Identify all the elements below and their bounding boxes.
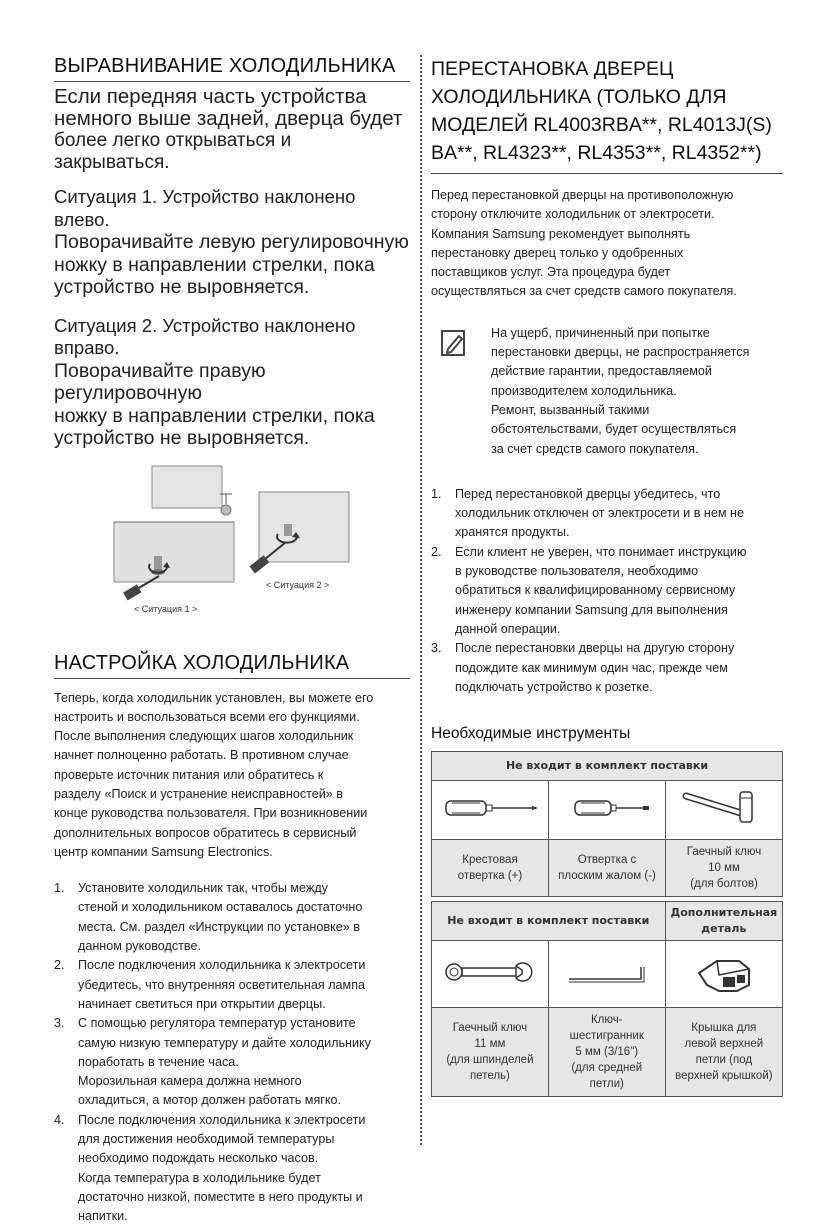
note-line: На ущерб, причиненный при попытке (491, 325, 710, 340)
cell-line: Отвертка с (577, 854, 637, 867)
step-text: После перестановки дверцы на другую сторону (455, 641, 735, 656)
cell-line: отвертка (+) (457, 870, 523, 883)
left-column (54, 55, 410, 1227)
setup-title: НАСТРОЙКА ХОЛОДИЛЬНИКА (54, 652, 410, 679)
cell-line: Дополнительная (670, 906, 778, 920)
step-text: напитки. (78, 1209, 128, 1224)
intro-line: осуществляться за счет средств самого покупателя. (431, 284, 737, 299)
step-number: 3. (431, 641, 442, 656)
cell-line: шестигранник (569, 1030, 644, 1043)
table-cell (549, 781, 666, 840)
step-text: поработать в течение часа. (78, 1054, 239, 1069)
title-line: ХОЛОДИЛЬНИКА (ТОЛЬКО ДЛЯ (431, 86, 727, 108)
step-text: стеной и холодильником оставалось достаточно (78, 900, 363, 915)
step-text: места. См. раздел «Инструкции по установке» в (78, 919, 360, 934)
list-item (54, 1014, 410, 1110)
cell-line: 11 мм (474, 1038, 506, 1051)
step-text: данной операции. (455, 621, 561, 636)
note-line: за счет средств самого покупателя. (491, 441, 699, 456)
step-number: 1. (431, 486, 442, 501)
table-cell (548, 941, 665, 1008)
table-cell (432, 840, 549, 897)
table-header: Не входит в комплект поставки (432, 752, 783, 781)
step-text: самую низкую температуру и дайте холодильнику (78, 1035, 371, 1050)
step-text: подключать устройство к розетке. (455, 679, 653, 694)
table-cell (432, 781, 549, 840)
cell-line: (для болтов) (690, 878, 758, 891)
intro-line: проверьте источник питания или обратитесь к (54, 767, 324, 782)
column-divider (420, 55, 422, 1145)
intro-line: Теперь, когда холодильник установлен, вы можете его (54, 690, 374, 705)
intro-line: начнет полноценно работать. В противном случае (54, 748, 349, 763)
situation-2 (54, 315, 410, 450)
hex-key-icon (557, 957, 657, 987)
door-reversal-intro (431, 186, 783, 302)
situation-line: Ситуация 2. Устройство наклонено вправо. (54, 314, 356, 358)
step-text: холодильник отключен от электросети и в нем не (455, 506, 744, 521)
cell-line: петель) (469, 1070, 510, 1083)
situation-line: устройство не выровняется. (54, 427, 310, 449)
table-cell (666, 781, 783, 840)
step-text: подождите как минимум один час, прежде чем (455, 660, 728, 675)
lead-line: немного выше задней, дверца будет (54, 107, 403, 130)
intro-line: конце руководства пользователя. При возникновении (54, 806, 368, 821)
socket-wrench-icon (674, 784, 774, 832)
step-text: Установите холодильник так, чтобы между (78, 881, 328, 896)
title-line: ПЕРЕСТАНОВКА ДВЕРЕЦ (431, 58, 674, 80)
step-number: 2. (431, 544, 442, 559)
intro-line: Перед перестановкой дверцы на противоположную (431, 188, 734, 202)
cell-line: деталь (701, 922, 747, 936)
list-item (431, 543, 783, 639)
cell-line: Гаечный ключ (686, 846, 762, 859)
situation-line: Ситуация 1. Устройство наклонено влево. (54, 186, 356, 230)
note-line: производителем холодильника. (491, 383, 677, 398)
cell-line: Крестовая (462, 854, 518, 867)
step-text: Морозильная камера должна немного (78, 1074, 302, 1089)
flat-screwdriver-icon (557, 793, 657, 823)
lead-line: Если передняя часть устройства (54, 85, 367, 108)
situation-line: Поворачивайте левую регулировочную (54, 231, 409, 253)
leveling-illustration (54, 464, 410, 624)
warranty-note (431, 324, 783, 459)
tools-title: Необходимые инструменты (431, 725, 631, 743)
hinge-cover-icon (689, 947, 759, 997)
leveling-lead (54, 86, 410, 174)
tools-table-1 (431, 751, 783, 897)
intro-line: настроить и воспользоваться всеми его функциями. (54, 709, 360, 724)
cell-line: Гаечный ключ (452, 1022, 528, 1035)
note-line: обстоятельствами, будет осуществляться (491, 422, 737, 437)
list-item (54, 1111, 410, 1227)
cell-line: 10 мм (708, 862, 740, 875)
table-cell (432, 941, 549, 1008)
door-reversal-steps (431, 485, 783, 697)
intro-line: поставщиков услуг. Эта процедура будет (431, 265, 671, 280)
step-number: 4. (54, 1112, 65, 1127)
step-text: После подключения холодильника к электросети (78, 958, 366, 973)
step-text: охладиться, а мотор должен работать мягко. (78, 1093, 342, 1108)
intro-line: дополнительных вопросов обратитесь в сервисный (54, 825, 357, 840)
table-header: Не входит в комплект поставки (432, 902, 666, 941)
cell-line: Крышка для (691, 1022, 757, 1035)
list-item (431, 485, 783, 543)
situation-line: ножку в направлении стрелки, пока (54, 404, 375, 427)
title-line: МОДЕЛЕЙ RL4003RBA**, RL4013J(S) (431, 114, 772, 136)
setup-steps (54, 879, 410, 1226)
door-reversal-title (431, 55, 783, 174)
situation-line: Поворачивайте правую регулировочную (54, 359, 266, 404)
intro-line: Компания Samsung рекомендует выполнять (431, 226, 691, 241)
situation-1 (54, 186, 410, 299)
intro-line: После выполнения следующих шагов холодильник (54, 729, 354, 744)
note-line: Ремонт, вызванный такими (491, 402, 650, 417)
table-cell (665, 1008, 782, 1097)
step-number: 2. (54, 958, 65, 973)
cell-line: плоским жалом (-) (558, 870, 656, 883)
cell-line: (для шпинделей (446, 1054, 534, 1067)
lead-line: более легко открываться и закрываться. (54, 130, 292, 173)
intro-line: перестановку дверец только у одобренных (431, 245, 684, 260)
intro-line: сторону отключите холодильник от электросети. (431, 207, 715, 222)
spanner-icon (440, 957, 540, 987)
step-text: убедитесь, что внутренняя осветительная лампа (78, 977, 366, 992)
step-text: После подключения холодильника к электросети (78, 1112, 366, 1127)
step-text: обратиться к квалифицированному сервисному (455, 583, 736, 598)
title-line: BA**, RL4323**, RL4353**, RL4352**) (431, 142, 762, 164)
list-item (54, 956, 410, 1014)
step-text: данном руководстве. (78, 939, 201, 954)
step-text: хранятся продукты. (455, 525, 570, 540)
step-text: начинает светиться при открытии дверцы. (78, 996, 326, 1011)
leveling-title: ВЫРАВНИВАНИЕ ХОЛОДИЛЬНИКА (54, 55, 410, 82)
table-cell (666, 840, 783, 897)
cell-line: 5 мм (3/16") (575, 1046, 639, 1059)
note-line: перестановки дверцы, не распространяется (491, 345, 750, 360)
cell-line: верхней крышкой) (675, 1070, 773, 1083)
step-number: 1. (54, 881, 65, 896)
step-text: для достижения необходимой температуры (78, 1132, 335, 1147)
list-item (54, 879, 410, 956)
situation-line: устройство не выровняется. (54, 276, 310, 298)
setup-intro (54, 689, 410, 863)
fridge-leveling-drawing (54, 464, 410, 624)
step-number: 3. (54, 1016, 65, 1031)
right-column (431, 55, 783, 1097)
cell-line: петли (под (695, 1054, 753, 1067)
step-text: Если клиент не уверен, что понимает инструкцию (455, 544, 747, 559)
step-text: в руководстве пользователя, необходимо (455, 564, 699, 579)
step-text: Перед перестановкой дверцы убедитесь, что (455, 486, 721, 501)
table-header-extra (665, 902, 782, 941)
note-pencil-icon (439, 328, 469, 363)
cell-line: (для средней (571, 1062, 643, 1075)
step-text: С помощью регулятора температур установите (78, 1016, 356, 1031)
intro-line: разделу «Поиск и устранение неисправностей» в (54, 786, 343, 801)
table-cell (549, 840, 666, 897)
note-line: действие гарантии, предоставляемой (491, 364, 712, 379)
phillips-screwdriver-icon (440, 793, 540, 823)
list-item (431, 639, 783, 697)
step-text: инженеру компании Samsung для выполнения (455, 602, 728, 617)
caption-situation-1: < Ситуация 1 > (134, 603, 198, 614)
step-text: Когда температура в холодильнике будет (78, 1170, 321, 1185)
intro-line: центр компании Samsung Electronics. (54, 844, 273, 859)
caption-situation-2: < Ситуация 2 > (266, 579, 330, 590)
tools-table-2 (431, 901, 783, 1097)
situation-line: ножку в направлении стрелки, пока (54, 253, 375, 276)
cell-line: Ключ- (590, 1014, 623, 1027)
table-cell (665, 941, 782, 1008)
cell-line: левой верхней (684, 1038, 764, 1051)
table-cell (548, 1008, 665, 1097)
step-text: необходимо подождать несколько часов. (78, 1151, 319, 1166)
step-text: достаточно низкой, поместите в него продукты и (78, 1189, 363, 1204)
table-cell (432, 1008, 549, 1097)
cell-line: петли) (589, 1078, 624, 1091)
